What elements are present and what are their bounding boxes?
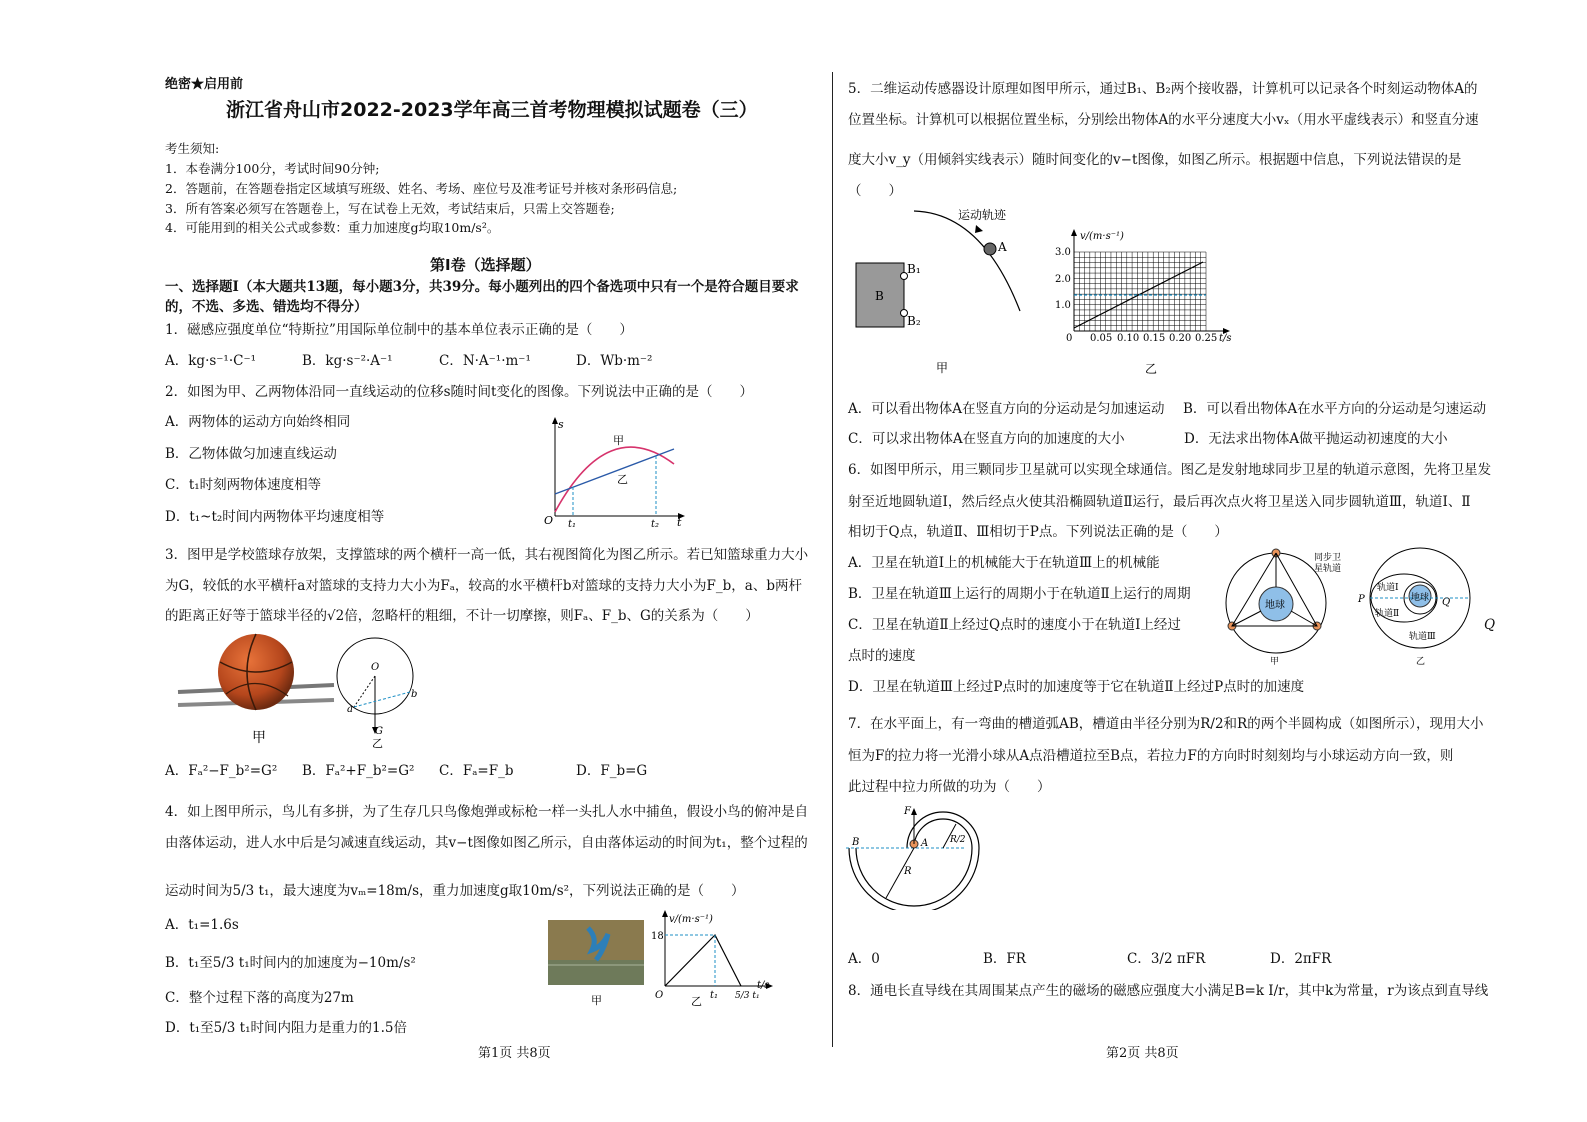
q5-x-tick: 0.25: [1195, 333, 1218, 344]
q5-label-jia: 甲: [936, 361, 949, 375]
notice-item: 2．答题前，在答题卷指定区域填写班级、姓名、考场、座位号及准考证号并核对条形码信息;: [165, 181, 678, 196]
page-footer-2: 第2页 共8页: [1106, 1046, 1179, 1061]
q6-line: 6．如图甲所示，用三颗同步卫星就可以实现全球通信。图乙是发射地球同步卫星的轨道示意图，先将卫星发: [848, 462, 1492, 478]
q5-line: 位置坐标。计算机可以根据位置坐标，分别绘出物体A的水平分速度大小vₓ（用水平虚线表示）和竖直分速: [848, 112, 1479, 128]
q5-y-tick: 1.0: [1055, 300, 1071, 311]
q5-axis-t: t/s: [1219, 333, 1232, 344]
q6-earth-label: 地球: [1265, 600, 1285, 611]
q4-v-18: 18: [651, 931, 664, 942]
q5-line: （ ）: [848, 183, 902, 199]
notice-item: 3．所有答案必须写在答题卷上，写在试卷上无效，考试结束后，只需上交答题卷;: [165, 201, 615, 216]
section-desc: 一、选择题Ⅰ（本大题共13题，每小题3分，共39分。每小题列出的四个备选项中只有一个是符合题目要求: [165, 279, 799, 295]
q2-option-a: A．两物体的运动方向始终相同: [165, 414, 351, 430]
q7-line: 恒为F的拉力将一光滑小球从A点沿槽道拉至B点，若拉力F的方向时时刻刻均与小球运动方向一致，则: [848, 748, 1454, 764]
q3-point-a: a: [347, 704, 353, 715]
q2-t2: t₂: [651, 519, 660, 530]
q6-label-jia: 甲: [1270, 657, 1280, 667]
q1-option-b: B．kg·s⁻²·A⁻¹: [302, 353, 393, 369]
page-footer-1: 第1页 共8页: [478, 1046, 551, 1061]
q3-point-o: O: [371, 662, 380, 673]
q6-option-a: A．卫星在轨道Ⅰ上的机械能大于在轨道Ⅲ上的机械能: [848, 555, 1160, 571]
q2-st-graph: [538, 414, 688, 532]
q5-receiver-b1: B₁: [907, 262, 921, 276]
q7-radius-r2: R/2: [950, 835, 966, 845]
q4-bird-photo: [548, 920, 645, 1010]
q2-label-yi: 乙: [617, 473, 628, 486]
q3-label-g: G: [375, 726, 383, 737]
q6-sync-label: 星轨道: [1314, 564, 1342, 574]
q6-option-b: B．卫星在轨道Ⅲ上运行的周期小于在轨道Ⅱ上运行的周期: [848, 586, 1191, 602]
notice-item: 4．可能用到的相关公式或参数：重力加速度g均取10m/s²。: [165, 220, 500, 235]
q5-receiver-b: B: [875, 289, 884, 303]
q6-sync-label: 同步卫: [1314, 553, 1342, 563]
q1-option-a: A．kg·s⁻¹·C⁻¹: [165, 353, 256, 369]
q5-receiver-b2: B₂: [907, 314, 921, 328]
q4-label-yi: 乙: [691, 995, 702, 1008]
q4-option-a: A．t₁=1.6s: [165, 917, 239, 933]
q3-option-d: D．F_b=G: [576, 763, 648, 779]
q7-option-d: D．2πFR: [1270, 951, 1332, 967]
q2-stem: 2．如图为甲、乙两物体沿同一直线运动的位移s随时间t变化的图像。下列说法中正确的是（ ）: [165, 384, 753, 400]
q2-option-c: C．t₁时刻两物体速度相等: [165, 477, 322, 493]
q7-point-a: A: [921, 838, 929, 849]
section-desc: 的，不选、多选、错选均不得分）: [165, 299, 368, 315]
q6-stray-q: Q: [1484, 617, 1496, 633]
q2-axis-s: s: [558, 418, 564, 431]
q3-label-jia: 甲: [252, 730, 266, 746]
secret-label: 绝密★启用前: [165, 77, 244, 92]
q3-option-b: B．Fₐ²+F_b²=G²: [302, 763, 415, 779]
q6-line: 相切于Q点，轨道Ⅱ、Ⅲ相切于P点。下列说法正确的是（ ）: [848, 524, 1228, 540]
q3-label-yi: 乙: [372, 737, 383, 750]
q4-origin: O: [655, 990, 664, 1001]
q1-option-c: C．N·A⁻¹·m⁻¹: [439, 353, 531, 369]
q4-t1: t₁: [710, 990, 719, 1001]
notice-item: 1．本卷满分100分，考试时间90分钟;: [165, 161, 380, 176]
q2-option-d: D．t₁~t₂时间内两物体平均速度相等: [165, 509, 385, 525]
q4-line: 由落体运动，进人水中后是匀减速直线运动，其v−t图像如图乙所示，自由落体运动的时间为t₁，整个过程的: [165, 835, 808, 851]
q6-label-yi: 乙: [1416, 657, 1426, 667]
q4-axis-v: v/(m·s⁻¹): [669, 914, 713, 925]
q5-option-b: B．可以看出物体A在水平方向的分运动是匀速运动: [1183, 401, 1487, 417]
q5-label-yi: 乙: [1145, 362, 1158, 376]
q6-orbit-2: 轨道Ⅱ: [1375, 609, 1400, 619]
q1-stem: 1．磁感应强度单位“特斯拉”用国际单位制中的基本单位表示正确的是（ ）: [165, 322, 633, 338]
q4-option-c: C．整个过程下落的高度为27m: [165, 990, 354, 1006]
q5-x-tick: 0.10: [1117, 333, 1140, 344]
q4-line: 4．如上图甲所示，鸟儿有多拼，为了生存几只鸟像炮弹或标枪一样一头扎人水中捕鱼，假设小鸟的俯冲是自: [165, 804, 809, 820]
q5-option-a: A．可以看出物体A在竖直方向的分运动是匀加速运动: [848, 401, 1165, 417]
q6-line: 射至近地圆轨道Ⅰ，然后经点火使其沿椭圆轨道Ⅱ运行，最后再次点火将卫星送入同步圆轨道Ⅲ，轨道Ⅰ、Ⅱ: [848, 494, 1471, 510]
q5-option-c: C．可以求出物体A在竖直方向的加速度的大小: [848, 431, 1125, 447]
q7-option-a: A．0: [848, 951, 880, 967]
notice-title: 考生须知:: [165, 141, 220, 156]
q5-y-tick: 3.0: [1055, 247, 1071, 258]
q5-line: 度大小v_y（用倾斜实线表示）随时间变化的v−t图像，如图乙所示。根据题中信息，下列说法错误的是: [848, 152, 1462, 168]
q6-sync-satellites-diagram: [1220, 546, 1352, 668]
q7-line: 7．在水平面上，有一弯曲的槽道弧AB，槽道由半径分别为R/2和R的两个半圆构成（如图所示），现用大小: [848, 716, 1484, 732]
q3-point-b: b: [411, 689, 418, 700]
q1-option-d: D．Wb·m⁻²: [576, 353, 653, 369]
section-title: 第Ⅰ卷（选择题）: [430, 256, 541, 274]
q4-option-b: B．t₁至5/3 t₁时间内的加速度为−10m/s²: [165, 955, 416, 971]
q5-x-tick: 0.20: [1169, 333, 1192, 344]
q8-line: 8．通电长直导线在其周围某点产生的磁场的磁感应强度大小满足B=k I/r，其中k为常量，r为该点到直导线: [848, 983, 1489, 999]
q3-line: 的距离正好等于篮球半径的√2倍，忽略杆的粗细，不计一切摩擦，则Fₐ、F_b、G的关系为（ ）: [165, 608, 759, 624]
q2-label-jia: 甲: [613, 434, 624, 447]
q5-sensor-diagram: [852, 203, 1032, 379]
q5-vt-grid-graph: [1040, 224, 1240, 378]
q5-x-tick: 0.05: [1090, 333, 1113, 344]
q5-y-tick: 2.0: [1055, 274, 1071, 285]
q5-origin: 0: [1066, 333, 1073, 344]
q6-option-c: C．卫星在轨道Ⅱ上经过Q点时的速度小于在轨道Ⅰ上经过: [848, 617, 1181, 633]
q6-point-q: Q: [1442, 597, 1451, 608]
q7-option-c: C．3/2 πFR: [1127, 951, 1206, 967]
q5-x-tick: 0.15: [1143, 333, 1166, 344]
q3-line: 为G，较低的水平横杆a对篮球的支持力大小为Fₐ，较高的水平横杆b对篮球的支持力大小为F_b，a、b两杆: [165, 578, 802, 594]
q6-earth-label-2: 地球: [1411, 593, 1430, 603]
q4-vt-graph: [651, 908, 777, 1008]
page-divider: [832, 72, 833, 1047]
q4-option-d: D．t₁至5/3 t₁时间内阻力是重力的1.5倍: [165, 1020, 407, 1036]
q2-option-b: B．乙物体做匀加速直线运动: [165, 446, 337, 462]
q5-line: 5．二维运动传感器设计原理如图甲所示，通过B₁、B₂两个接收器，计算机可以记录各个时刻运动物体A的: [848, 81, 1478, 97]
q3-option-a: A．Fₐ²−F_b²=G²: [165, 763, 278, 779]
q5-track-label: 运动轨迹: [958, 208, 1007, 222]
q7-line: 此过程中拉力所做的功为（ ）: [848, 779, 1051, 795]
q6-option-d: D．卫星在轨道Ⅲ上经过P点时的加速度等于它在轨道Ⅱ上经过P点时的加速度: [848, 679, 1305, 695]
q4-label-jia: 甲: [591, 994, 602, 1007]
page-title: 浙江省舟山市2022-2023学年高三首考物理模拟试题卷（三）: [226, 99, 758, 121]
q7-option-b: B．FR: [983, 951, 1026, 967]
q5-point-a: A: [998, 240, 1007, 254]
q5-option-d: D．无法求出物体A做平抛运动初速度的大小: [1184, 431, 1448, 447]
q3-basketball-photo: [176, 632, 336, 750]
q4-axis-t: t/s: [757, 980, 770, 991]
q7-point-b: B: [852, 837, 860, 848]
q4-t53: 5/3 t₁: [735, 991, 760, 1001]
q3-side-view-diagram: [334, 630, 420, 754]
q3-line: 3．图甲是学校篮球存放架，支撑篮球的两个横杆一高一低，其右视图简化为图乙所示。若已知篮球重力大小: [165, 547, 809, 563]
q3-option-c: C．Fₐ=F_b: [439, 763, 514, 779]
q6-transfer-orbit-diagram: [1354, 546, 1486, 668]
q6-orbit-3: 轨道Ⅲ: [1409, 632, 1436, 642]
q7-groove-diagram: [846, 800, 986, 910]
q6-orbit-1: 轨道Ⅰ: [1377, 583, 1399, 593]
q6-option-c-cont: 点时的速度: [848, 648, 916, 664]
q2-t1: t₁: [568, 519, 577, 530]
q5-axis-v: v/(m·s⁻¹): [1080, 231, 1124, 242]
q6-point-p: P: [1358, 594, 1365, 605]
q2-origin: O: [544, 514, 554, 527]
q2-axis-t: t: [677, 516, 682, 529]
q7-radius-r: R: [904, 866, 912, 877]
q4-line: 运动时间为5/3 t₁，最大速度为vₘ=18m/s，重力加速度g取10m/s²，下列说法正确的是（ ）: [165, 883, 745, 899]
q7-force-f: F: [904, 806, 911, 817]
